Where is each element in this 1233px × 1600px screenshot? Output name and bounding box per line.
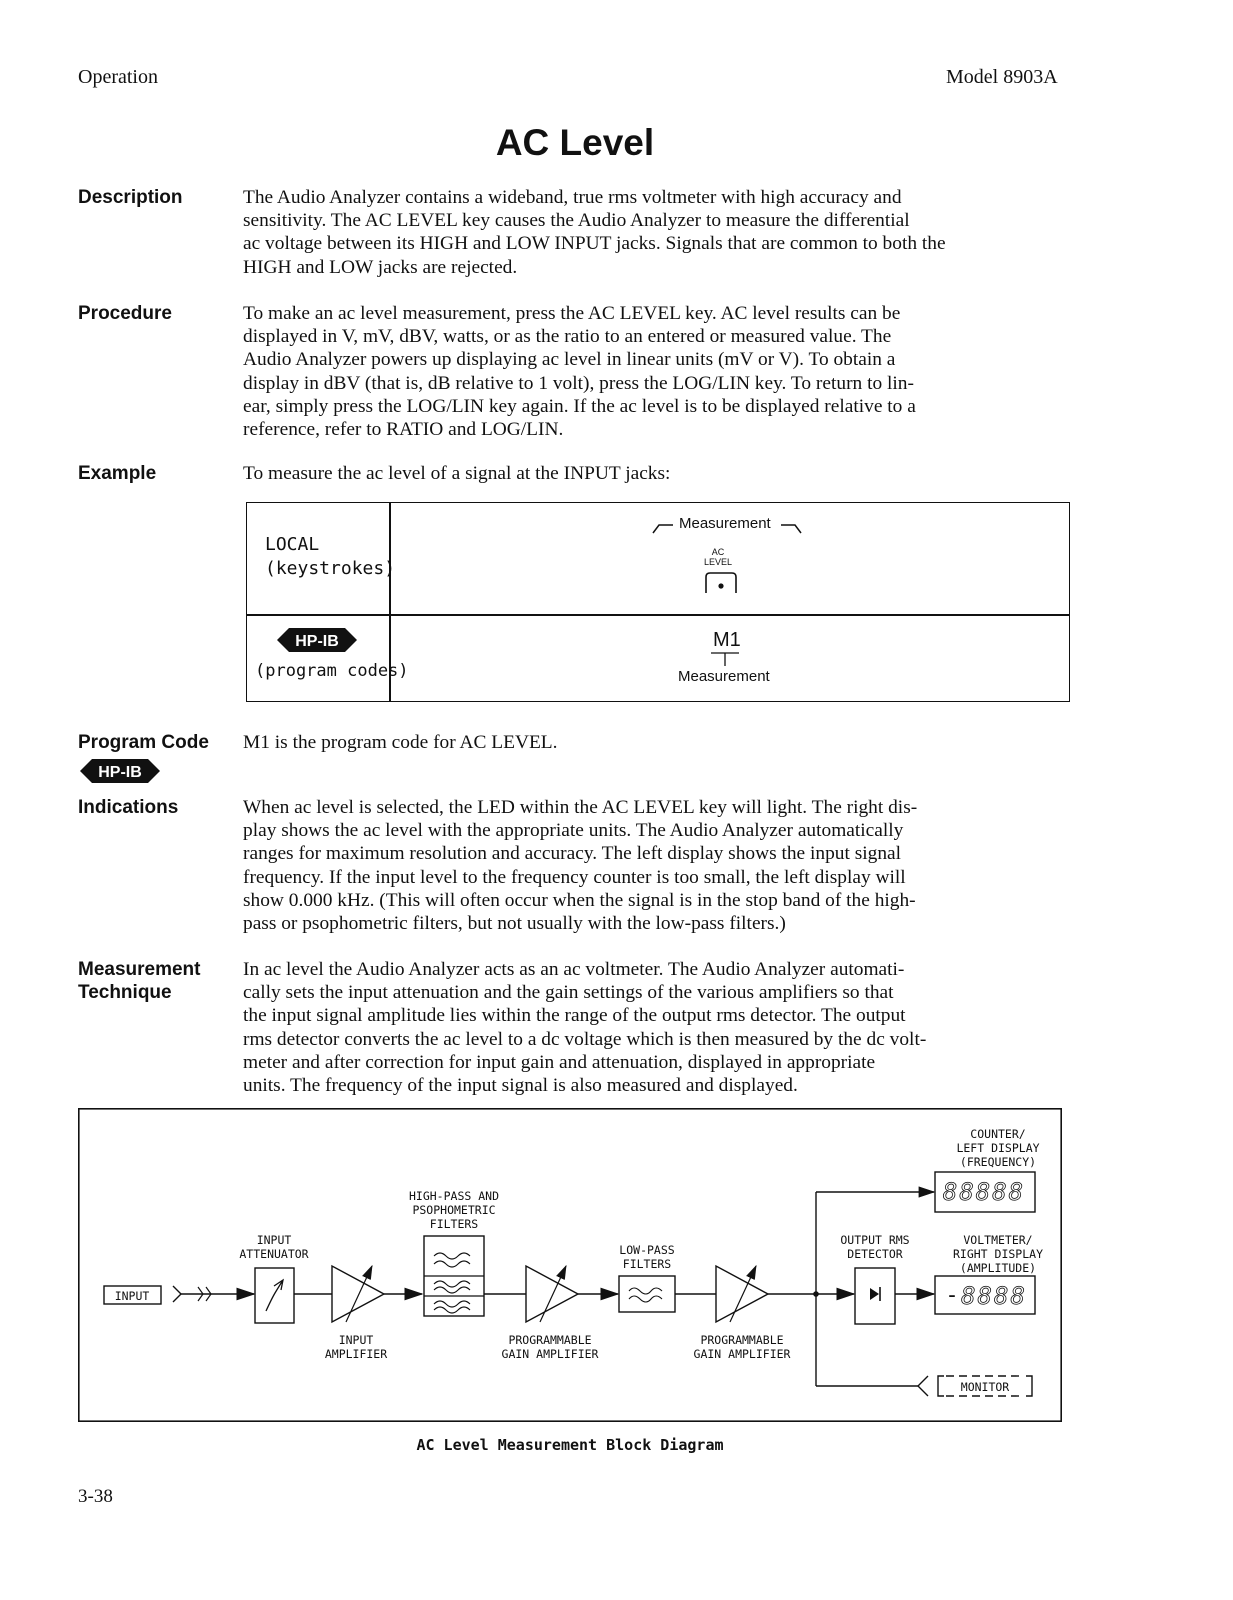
voltmeter-label-line1: VOLTMETER/: [963, 1233, 1033, 1247]
pga1-label-line2: GAIN AMPLIFIER: [501, 1347, 599, 1361]
lp-filters-label-line1: LOW-PASS: [619, 1243, 675, 1257]
technique-line: cally sets the input attenuation and the gain settings of the various amplifiers so that: [243, 982, 894, 1004]
code-pointer-icon: [707, 651, 743, 667]
voltmeter-display-digits: 8888: [961, 1282, 1027, 1310]
attenuator-label-line2: ATTENUATOR: [239, 1247, 309, 1261]
rms-detector-label-line2: DETECTOR: [847, 1247, 903, 1261]
pga2-icon: [716, 1266, 768, 1322]
key-label-level: LEVEL: [704, 557, 733, 567]
label-line: Technique: [78, 982, 172, 1003]
local-keystrokes-label: [265, 533, 395, 581]
measurement-technique-label: [78, 958, 201, 1004]
indications-label: Indications: [78, 797, 179, 818]
procedure-line: reference, refer to RATIO and LOG/LIN.: [243, 419, 564, 441]
description-line: ac voltage between its HIGH and LOW INPUT jacks. Signals that are common to both the: [243, 233, 946, 255]
program-code-text: M1 is the program code for AC LEVEL.: [243, 732, 558, 753]
figure-caption: AC Level Measurement Block Diagram: [416, 1436, 724, 1454]
description-line: The Audio Analyzer contains a wideband, true rms voltmeter with high accuracy and: [243, 187, 902, 208]
ac-level-key-label: [704, 547, 732, 567]
procedure-line: ear, simply press the LOG/LIN key again. If the ac level is to be displayed relative to a: [243, 395, 916, 417]
indications-line: show 0.000 kHz. (This will often occur when the signal is in the stop band of the high-: [243, 889, 916, 911]
pga2-label-line1: PROGRAMMABLE: [700, 1333, 784, 1347]
input-amplifier-label-line1: INPUT: [338, 1333, 374, 1347]
description-line: HIGH and LOW jacks are rejected.: [243, 256, 518, 278]
voltmeter-label-line3: (AMPLITUDE): [959, 1261, 1037, 1275]
pga1-label-line1: PROGRAMMABLE: [508, 1333, 592, 1347]
technique-line: the input signal amplitude lies within the range of the output rms detector. The output: [243, 1005, 906, 1027]
voltmeter-label-line2: RIGHT DISPLAY: [952, 1247, 1044, 1261]
procedure-line: displayed in V, mV, dBV, watts, or as the ratio to an entered or measured value. The: [243, 326, 892, 348]
indications-text: [243, 796, 1073, 935]
example-text: To measure the ac level of a signal at the INPUT jacks:: [243, 463, 671, 484]
measurement-bracket-right-icon: [779, 517, 809, 535]
rms-detector-label-line1: OUTPUT RMS: [840, 1233, 910, 1247]
ac-level-key-icon[interactable]: [703, 571, 739, 595]
pga1-icon: [526, 1266, 578, 1322]
voltmeter-minus-sign: -: [945, 1283, 959, 1308]
counter-label-line1: COUNTER/: [970, 1127, 1026, 1141]
procedure-line: Audio Analyzer powers up displaying ac level in linear units (mV or V). To obtain a: [243, 349, 896, 371]
counter-label-line3: (FREQUENCY): [959, 1155, 1037, 1169]
local-label: LOCAL: [265, 534, 320, 555]
description-label: Description: [78, 187, 183, 208]
hpib-badge-icon: [277, 627, 357, 653]
technique-line: meter and after correction for input gain and attenuation, displayed in appropriate: [243, 1051, 876, 1073]
description-line: sensitivity. The AC LEVEL key causes the Audio Analyzer to measure the differential: [243, 210, 910, 232]
example-label: Example: [78, 463, 157, 484]
label-line: Measurement: [78, 959, 201, 980]
hp-filters-label-line2: PSOPHOMETRIC: [412, 1203, 496, 1217]
procedure-line: display in dBV (that is, dB relative to 1 volt), press the LOG/LIN key. To return to lin-: [243, 372, 914, 394]
measurement-technique-text: [243, 958, 1073, 1097]
procedure-label: Procedure: [78, 303, 172, 324]
counter-label-line2: LEFT DISPLAY: [956, 1141, 1040, 1155]
indications-line: ranges for maximum resolution and accuracy. The left display shows the input signal: [243, 843, 902, 865]
table-divider-horizontal: [247, 614, 1069, 616]
page-title: AC Level: [495, 122, 655, 163]
input-jack-label: INPUT: [114, 1289, 150, 1303]
running-header-right: Model 8903A: [946, 66, 1058, 88]
input-amplifier-icon: [332, 1266, 384, 1322]
hp-filters-label-line3: FILTERS: [429, 1217, 479, 1231]
indications-line: play shows the ac level with the appropriate units. The Audio Analyzer automatically: [243, 820, 904, 842]
indications-line: When ac level is selected, the LED within the AC LEVEL key will light. The right dis-: [243, 797, 918, 818]
input-amplifier-label-line2: AMPLIFIER: [324, 1347, 388, 1361]
technique-line: rms detector converts the ac level to a dc voltage which is then measured by the dc volt-: [243, 1028, 927, 1050]
procedure-line: To make an ac level measurement, press the AC LEVEL key. AC level results can be: [243, 303, 901, 324]
description-text: [243, 186, 1073, 279]
block-diagram: [78, 1108, 1062, 1422]
attenuator-block: [255, 1268, 294, 1323]
page-number: 3-38: [78, 1486, 113, 1507]
pga2-label-line2: GAIN AMPLIFIER: [693, 1347, 791, 1361]
attenuator-label-line1: INPUT: [256, 1233, 292, 1247]
measurement-bracket-left-icon: [647, 517, 677, 535]
program-codes-label: (program codes): [255, 661, 409, 681]
indications-line: frequency. If the input level to the frequency counter is too small, the left display will: [243, 866, 906, 888]
key-label-ac: AC: [711, 547, 725, 557]
hpib-badge-icon: [80, 758, 160, 784]
keystroke-table: [246, 502, 1070, 702]
monitor-label: MONITOR: [960, 1380, 1010, 1394]
technique-line: units. The frequency of the input signal is also measured and displayed.: [243, 1075, 798, 1097]
hp-filters-label-line1: HIGH-PASS AND: [408, 1189, 500, 1203]
program-code-label: Program Code: [78, 732, 209, 753]
program-code-meaning: Measurement: [678, 668, 770, 685]
measurement-group-label: Measurement: [679, 515, 771, 532]
hpib-badge-text: HP-IB: [98, 764, 142, 781]
indications-line: pass or psophometric filters, but not usually with the low-pass filters.): [243, 913, 786, 935]
hpib-badge-text: HP-IB: [295, 633, 339, 650]
program-code-value: M1: [713, 629, 741, 651]
technique-line: In ac level the Audio Analyzer acts as an ac voltmeter. The Audio Analyzer automati-: [243, 959, 905, 980]
keystrokes-label: (keystrokes): [265, 558, 396, 579]
procedure-text: [243, 302, 1073, 441]
lp-filters-label-line2: FILTERS: [622, 1257, 672, 1271]
counter-display-digits: 88888: [942, 1178, 1026, 1206]
running-header-left: Operation: [78, 66, 158, 88]
